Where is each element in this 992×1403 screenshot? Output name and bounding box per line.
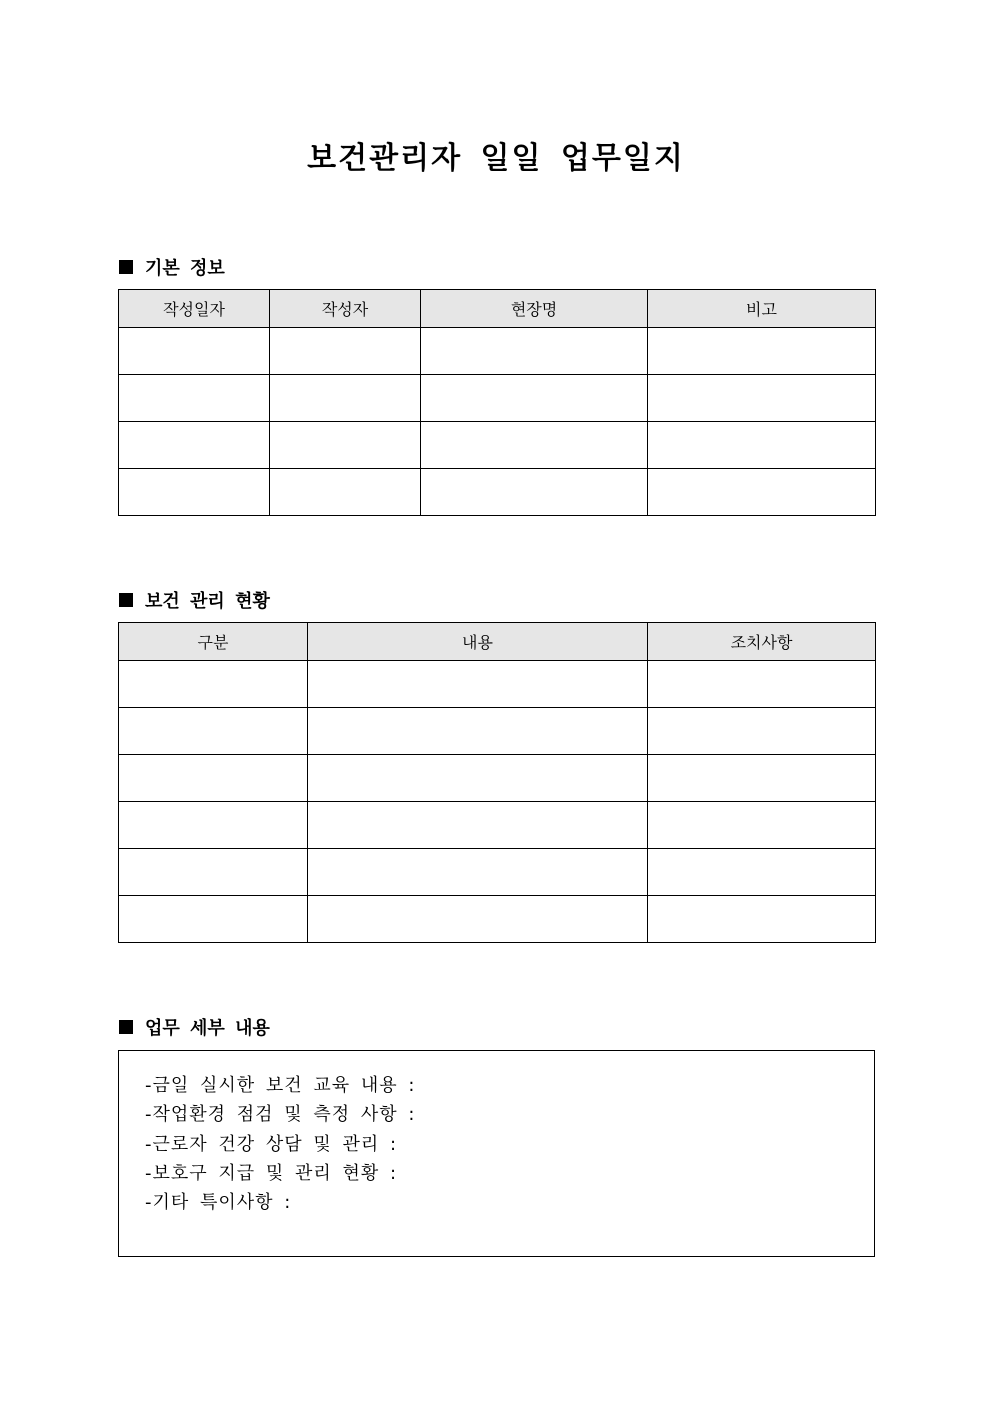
table-cell[interactable] bbox=[119, 896, 308, 943]
table-cell[interactable] bbox=[270, 375, 421, 422]
table-cell[interactable] bbox=[421, 469, 648, 516]
table-cell[interactable] bbox=[270, 328, 421, 375]
table-row bbox=[119, 469, 876, 516]
table-cell[interactable] bbox=[648, 896, 876, 943]
table-cell[interactable] bbox=[119, 802, 308, 849]
table-cell[interactable] bbox=[648, 375, 876, 422]
table-cell[interactable] bbox=[648, 661, 876, 708]
table-cell[interactable] bbox=[119, 375, 270, 422]
table-cell[interactable] bbox=[119, 661, 308, 708]
table-cell[interactable] bbox=[119, 469, 270, 516]
table-row bbox=[119, 708, 876, 755]
table-cell[interactable] bbox=[270, 422, 421, 469]
section-status-heading bbox=[119, 587, 270, 613]
table-cell[interactable] bbox=[119, 328, 270, 375]
table-row bbox=[119, 896, 876, 943]
table-cell[interactable] bbox=[648, 802, 876, 849]
col-site: 현장명 bbox=[421, 290, 648, 328]
table-cell[interactable] bbox=[648, 849, 876, 896]
table-cell[interactable] bbox=[308, 802, 648, 849]
table-cell[interactable] bbox=[119, 708, 308, 755]
table-cell[interactable] bbox=[421, 375, 648, 422]
col-author: 작성자 bbox=[270, 290, 421, 328]
section-basic-label: 기본 정보 bbox=[145, 258, 225, 279]
table-row bbox=[119, 802, 876, 849]
table-cell[interactable] bbox=[421, 422, 648, 469]
section-basic-heading bbox=[119, 254, 225, 280]
table-cell[interactable] bbox=[119, 755, 308, 802]
table-header-row bbox=[119, 623, 876, 661]
table-row bbox=[119, 422, 876, 469]
table-cell[interactable] bbox=[308, 755, 648, 802]
page-title: 보건관리자 일일 업무일지 bbox=[307, 141, 685, 176]
table-cell[interactable] bbox=[648, 708, 876, 755]
col-category: 구분 bbox=[119, 623, 308, 661]
section-status-label: 보건 관리 현황 bbox=[145, 591, 270, 612]
col-date: 작성일자 bbox=[119, 290, 270, 328]
detail-item-counseling: -근로자 건강 상담 및 관리 : bbox=[145, 1133, 398, 1155]
col-action: 조치사항 bbox=[648, 623, 876, 661]
col-content: 내용 bbox=[308, 623, 648, 661]
col-note: 비고 bbox=[648, 290, 876, 328]
section-details-label: 업무 세부 내용 bbox=[145, 1018, 270, 1039]
table-cell[interactable] bbox=[270, 469, 421, 516]
table-row bbox=[119, 849, 876, 896]
table-cell[interactable] bbox=[308, 661, 648, 708]
table-row bbox=[119, 328, 876, 375]
table-row bbox=[119, 375, 876, 422]
square-bullet-icon bbox=[119, 1020, 133, 1034]
health-status-table bbox=[118, 622, 876, 943]
table-cell[interactable] bbox=[119, 422, 270, 469]
work-details-box[interactable] bbox=[118, 1050, 875, 1257]
section-details-heading bbox=[119, 1014, 270, 1040]
detail-item-education: -금일 실시한 보건 교육 내용 : bbox=[145, 1075, 416, 1096]
table-cell[interactable] bbox=[119, 849, 308, 896]
table-cell[interactable] bbox=[648, 328, 876, 375]
detail-item-other: -기타 특이사항 : bbox=[145, 1192, 292, 1214]
table-cell[interactable] bbox=[308, 896, 648, 943]
detail-item-environment: -작업환경 점검 및 측정 사항 : bbox=[145, 1104, 416, 1126]
table-cell[interactable] bbox=[648, 755, 876, 802]
square-bullet-icon bbox=[119, 593, 133, 607]
table-cell[interactable] bbox=[421, 328, 648, 375]
table-header-row bbox=[119, 290, 876, 328]
detail-item-protective-gear: -보호구 지급 및 관리 현황 : bbox=[145, 1162, 398, 1184]
details-list bbox=[119, 1051, 874, 1217]
table-cell[interactable] bbox=[308, 849, 648, 896]
table-cell[interactable] bbox=[648, 422, 876, 469]
table-row bbox=[119, 755, 876, 802]
basic-info-table bbox=[118, 289, 876, 516]
table-cell[interactable] bbox=[648, 469, 876, 516]
table-row bbox=[119, 661, 876, 708]
square-bullet-icon bbox=[119, 260, 133, 274]
table-cell[interactable] bbox=[308, 708, 648, 755]
